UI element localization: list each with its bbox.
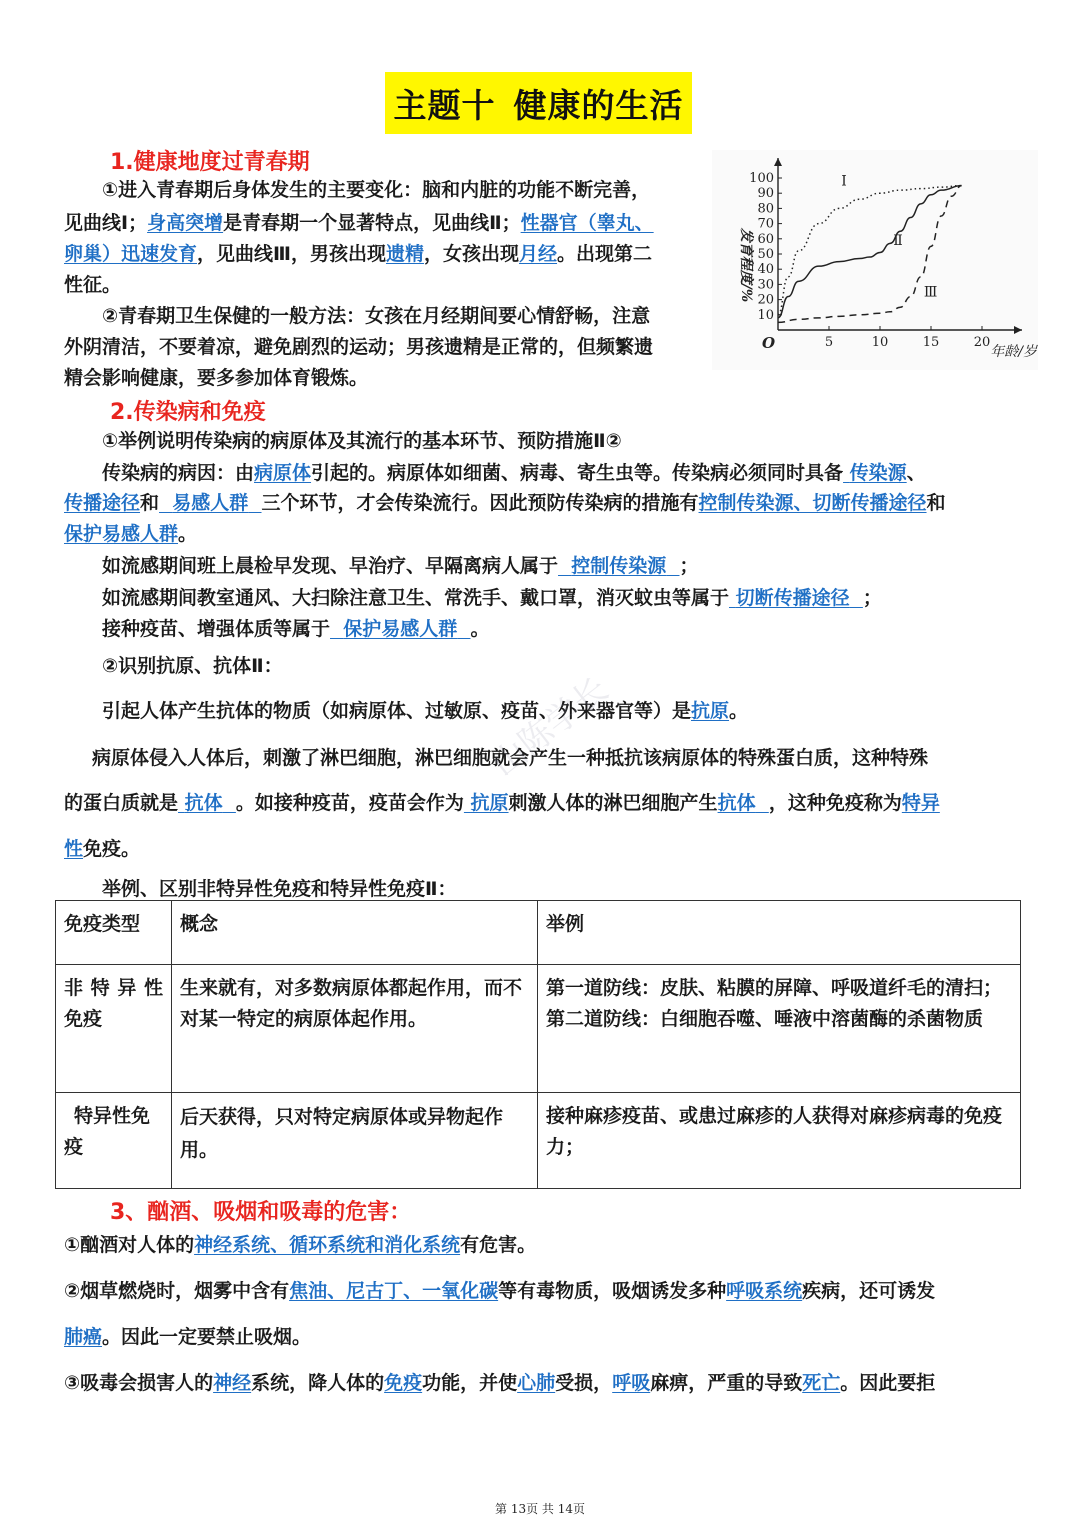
s2-example-3: [102, 616, 490, 642]
text: ；: [679, 555, 699, 577]
y-tick-label: 90: [757, 186, 774, 202]
cell-example: 第一道防线：皮肤、粘膜的屏障、呼吸道纤毛的清扫；第二道防线：白细胞吞噬、唾液中溶菌酶的杀菌物质: [538, 965, 1021, 1093]
answer-specific-cont: 性: [64, 838, 84, 860]
type-line-2: 免疫: [64, 1008, 103, 1030]
text: 传染病的病因：由: [102, 462, 255, 484]
s2-antigen-line: [102, 698, 748, 724]
text: ②烟草燃烧时，烟雾中含有: [64, 1280, 290, 1302]
s1-p1-line1: ①进入青春期后身体发生的主要变化：脑和内脏的功能不断完善，: [102, 179, 651, 201]
table-intro: 举例、区别非特异性免疫和特异性免疫Ⅱ：: [102, 878, 457, 900]
s1-p1-line2: [64, 210, 654, 236]
text: ，女孩出现: [424, 243, 520, 265]
answer-sex-organs: 性器官（睾丸、: [520, 212, 654, 234]
text: 引起的。病原体如细菌、病毒、寄生虫等。传染病必须同时具备: [311, 462, 844, 484]
text: 。出现第二: [557, 243, 653, 265]
answer-nervous: 神经: [213, 1372, 252, 1394]
y-tick-label: 80: [757, 201, 774, 217]
y-tick-label: 50: [757, 247, 774, 262]
x-axis-label: 年龄/岁: [990, 344, 1037, 360]
text: 三个环节，才会传染流行。因此预防传染病的措施有: [261, 492, 699, 514]
answer-cut-transmission: 切断传播途径: [735, 587, 850, 609]
text: 疾病，还可诱发: [802, 1280, 936, 1302]
answer-antibody-2: 抗体: [717, 792, 756, 814]
s3-p2-line2: [64, 1324, 311, 1350]
y-tick-label: 40: [757, 262, 774, 278]
answer-body-systems: 神经系统、循环系统和消化系统: [194, 1234, 461, 1256]
type-line-1: 非特异性: [64, 977, 163, 999]
text: 受损，: [555, 1372, 613, 1394]
answer-spermatorrhea: 遗精: [385, 243, 424, 265]
answer-sex-organs-cont: 卵巢）迅速发育: [64, 243, 198, 265]
immunity-table: [55, 900, 1021, 1189]
x-tick-label: 20: [973, 335, 991, 350]
s2-antibody-line1: 病原体侵入人体后，刺激了淋巴细胞，淋巴细胞就会产生一种抵抗该病原体的特殊蛋白质，这种特殊: [92, 747, 929, 769]
answer-protect-population: 保护易感人群: [343, 618, 458, 640]
series-label-2: Ⅱ: [893, 232, 903, 249]
answer-pathogen: 病原体: [254, 462, 312, 484]
s2-example-2: [102, 585, 882, 611]
s3-p1: [64, 1232, 536, 1258]
s2-sub1: ①举例说明传染病的病原体及其流行的基本环节、预防措施Ⅱ②: [102, 430, 622, 452]
s2-cause-line1: [102, 460, 926, 486]
s2-antibody-line2: [64, 790, 940, 816]
header-concept: 概念: [172, 901, 538, 965]
s2-cause-line2: [64, 490, 946, 516]
header-immunity-type: 免疫类型: [56, 901, 172, 965]
answer-menstruation: 月经: [519, 243, 558, 265]
y-tick-label: 100: [749, 171, 774, 186]
text: ③吸毒会损害人的: [64, 1372, 214, 1394]
s3-p2-line1: [64, 1278, 935, 1304]
text: 和: [926, 492, 946, 514]
y-tick-label: 10: [757, 307, 774, 323]
answer-antigen: 抗原: [691, 700, 730, 722]
text: 是青春期一个显著特点，见曲线Ⅱ；: [223, 212, 521, 234]
chart-svg: [712, 150, 1038, 370]
text: 。因此一定要禁止吸烟。: [102, 1326, 312, 1348]
title-part-1: 主题十: [393, 85, 496, 125]
answer-toxins: 焦油、尼古丁、一氧化碳: [289, 1280, 499, 1302]
table-row: [56, 1093, 1021, 1189]
title-part-2: 健康的生活: [513, 85, 684, 125]
text: 的蛋白质就是: [64, 792, 179, 814]
answer-death: 死亡: [802, 1372, 841, 1394]
text: 见曲线Ⅰ；: [64, 212, 148, 234]
cell-example: 接种麻疹疫苗、或患过麻疹的人获得对麻疹病毒的免疫力；: [538, 1093, 1021, 1189]
origin-label: O: [762, 334, 776, 352]
answer-breathing: 呼吸: [612, 1372, 651, 1394]
cell-concept: 后天获得，只对特定病原体或异物起作用。: [172, 1093, 538, 1189]
series-label-3: Ⅲ: [923, 284, 938, 301]
answer-susceptible-population: 易感人群: [172, 492, 249, 514]
cell-type: [56, 965, 172, 1093]
s1-p1-line3: [64, 241, 652, 267]
watermark: 山陈学长: [484, 669, 617, 785]
series-label-1: Ⅰ: [841, 173, 847, 190]
text: 引起人体产生抗体的物质（如病原体、过敏原、疫苗、外来器官等）是: [102, 700, 692, 722]
text: 如流感期间教室通风、大扫除注意卫生、常洗手、戴口罩，消灭蚊虫等属于: [102, 587, 730, 609]
text: 、: [906, 462, 926, 484]
header-example: 举例: [538, 901, 1021, 965]
type-line-1: 特异性免: [74, 1105, 151, 1127]
text: ①酗酒对人体的: [64, 1234, 195, 1256]
answer-height-surge: 身高突增: [147, 212, 224, 234]
y-axis-label: 发育程度/%: [738, 227, 754, 303]
answer-lung-cancer: 肺癌: [64, 1326, 103, 1348]
text: 有危害。: [460, 1234, 537, 1256]
section-3-heading: 3、酗酒、吸烟和吸毒的危害：: [110, 1200, 412, 1225]
text: 和: [140, 492, 160, 514]
cell-type: [56, 1093, 172, 1189]
s2-example-1: [102, 553, 699, 579]
s2-sub2: ②识别抗原、抗体Ⅱ：: [102, 655, 283, 677]
y-tick-label: 30: [757, 277, 774, 293]
text: ，见曲线Ⅲ，男孩出现: [197, 243, 386, 265]
text: 接种疫苗、增强体质等属于: [102, 618, 331, 640]
text: 如流感期间班上晨检早发现、早治疗、早隔离病人属于: [102, 555, 559, 577]
x-tick-label: 5: [824, 335, 834, 350]
development-chart: [712, 150, 1038, 370]
answer-protect-susceptible: 保护易感人群: [64, 523, 179, 545]
answer-immune: 免疫: [384, 1372, 423, 1394]
text: 。: [470, 618, 490, 640]
y-tick-label: 60: [757, 231, 774, 247]
answer-prevention-measures: 控制传染源、切断传播途径: [698, 492, 927, 514]
answer-specific: 特异: [901, 792, 940, 814]
page-footer: 第 13页 共 14页: [495, 1502, 585, 1516]
answer-antibody: 抗体: [184, 792, 223, 814]
table-row: [56, 965, 1021, 1093]
answer-transmission-route: 传播途径: [64, 492, 141, 514]
cell-concept: 生来就有，对多数病原体都起作用，而不对某一特定的病原体起作用。: [172, 965, 538, 1093]
text: 。: [178, 523, 198, 545]
section-1-heading: 1.健康地度过青春期: [110, 150, 310, 175]
s2-antibody-line3: [64, 836, 140, 862]
text: 麻痹，严重的导致: [650, 1372, 803, 1394]
answer-heart-lung: 心肺: [517, 1372, 556, 1394]
answer-antigen-2: 抗原: [470, 792, 509, 814]
text: ；: [862, 587, 882, 609]
y-tick-label: 20: [757, 292, 774, 308]
y-tick-label: 70: [757, 216, 774, 232]
s1-p2-line3: 精会影响健康，要多参加体育锻炼。: [64, 367, 369, 389]
page-title: [385, 72, 692, 134]
s1-p2-line1: ②青春期卫生保健的一般方法：女孩在月经期间要心情舒畅，注意: [102, 305, 651, 327]
text: 。: [729, 700, 749, 722]
text: ，这种免疫称为: [768, 792, 902, 814]
section-2-heading: 2.传染病和免疫: [110, 400, 266, 425]
text: 。因此要拒: [840, 1372, 936, 1394]
s3-p3: [64, 1370, 935, 1396]
answer-control-source: 控制传染源: [571, 555, 667, 577]
type-line-2: 疫: [64, 1136, 84, 1158]
text: 。如接种疫苗，疫苗会作为: [235, 792, 464, 814]
text: 刺激人体的淋巴细胞产生: [508, 792, 718, 814]
x-tick-label: 15: [922, 335, 940, 350]
text: 等有毒物质，吸烟诱发多种: [498, 1280, 727, 1302]
s1-p1-line4: 性征。: [64, 274, 122, 296]
table-header-row: [56, 901, 1021, 965]
x-tick-label: 10: [871, 335, 889, 350]
text: 系统，降人体的: [251, 1372, 385, 1394]
text: 功能，并使: [422, 1372, 518, 1394]
text: 免疫。: [83, 838, 141, 860]
s1-p2-line2: 外阴清洁，不要着凉，避免剧烈的运动；男孩遗精是正常的，但频繁遗: [64, 336, 654, 358]
s2-cause-line3: [64, 521, 197, 547]
answer-infection-source: 传染源: [849, 462, 907, 484]
answer-respiratory-system: 呼吸系统: [726, 1280, 803, 1302]
